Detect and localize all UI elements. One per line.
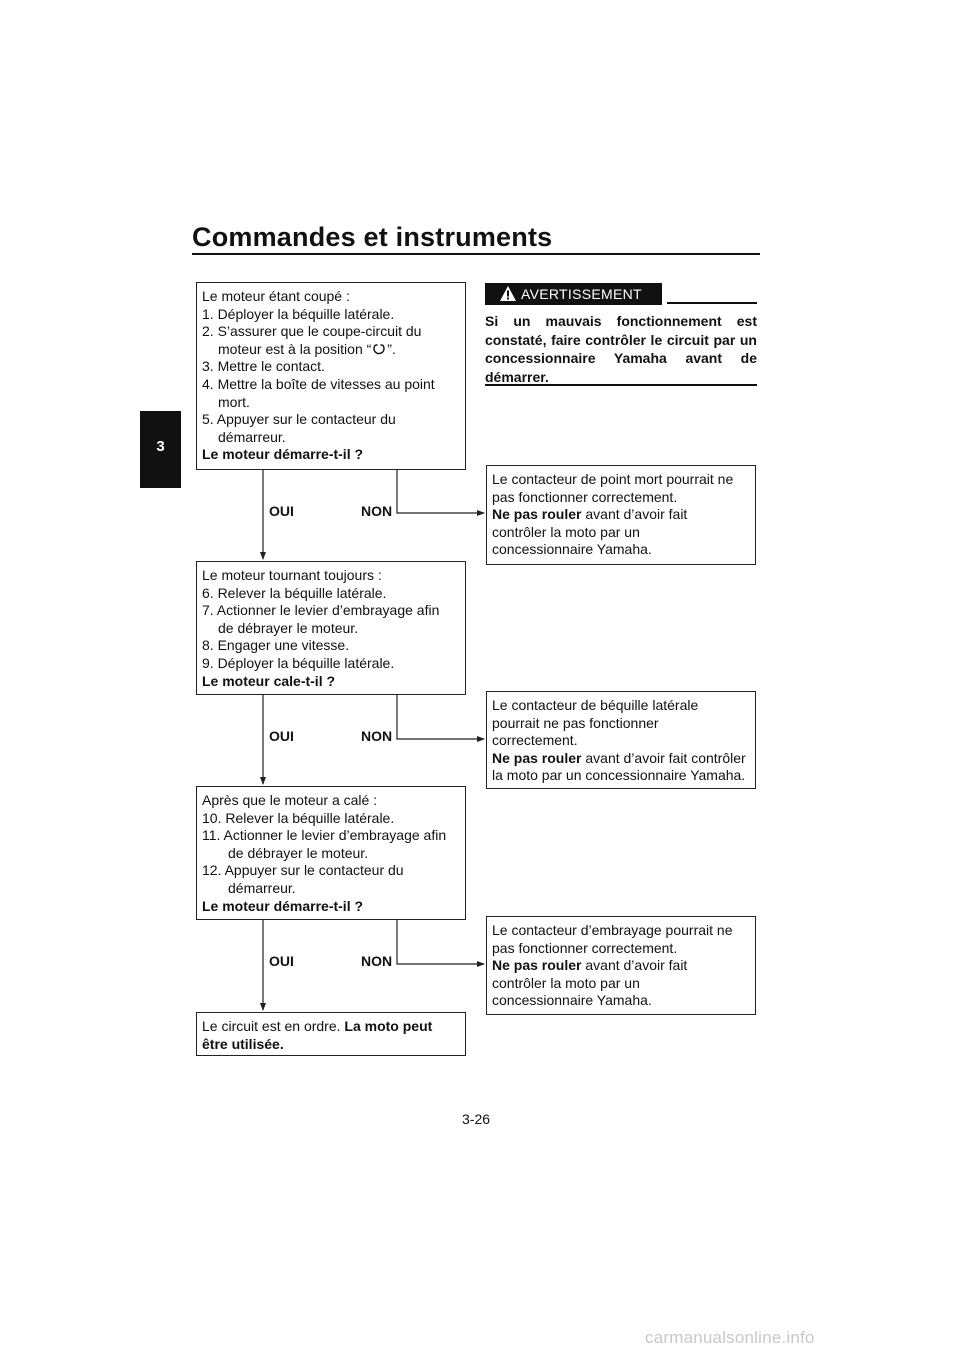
no-connector-1 <box>397 469 484 513</box>
no-label: NON <box>361 953 393 969</box>
step-2-line: 9. Déployer la béquille latérale. <box>202 654 395 671</box>
step-3-line: 10. Relever la béquille latérale. <box>202 809 395 826</box>
fault-3-line: concessionnaire Yamaha. <box>492 992 652 1009</box>
do-not-ride-text: Ne pas rouler <box>492 749 582 766</box>
fault-box-2 <box>486 691 756 789</box>
step-1-line: démarreur. <box>218 428 286 445</box>
do-not-ride-text: Ne pas rouler <box>492 506 582 523</box>
step-1-line <box>202 341 460 359</box>
step-2-line: 6. Relever la béquille latérale. <box>202 584 387 601</box>
final-bold-end: être utilisée. <box>202 1035 284 1052</box>
fault-box-3 <box>486 916 756 1015</box>
warning-text: Si un mauvais fonctionnement est constaté, faire contrôler le circuit par un concessionnaire Yamaha avant de démarrer. <box>485 313 757 385</box>
fault-3-line <box>492 957 750 975</box>
switch-position-close: ”. <box>387 340 396 357</box>
step-3-line: 12. Appuyer sur le contacteur du <box>202 862 404 879</box>
step-3-line: Après que le moteur a calé : <box>202 792 378 808</box>
warning-label: AVERTISSEMENT <box>521 286 642 302</box>
no-connector-2 <box>397 695 484 739</box>
fault-1-line: Le contacteur de point mort pourrait ne <box>492 471 734 487</box>
step-3-line: de débrayer le moteur. <box>228 844 369 861</box>
page-title: Commandes et instruments <box>192 222 553 252</box>
step-2-line: Le moteur tournant toujours : <box>202 567 382 583</box>
warning-triangle-icon <box>499 285 517 302</box>
fault-2-line: la moto par un concessionnaire Yamaha. <box>492 767 746 784</box>
step-1-line: Le moteur étant coupé : <box>202 288 350 304</box>
step-1-line: 4. Mettre la boîte de vitesses au point <box>202 375 435 392</box>
yes-label: OUI <box>269 728 294 744</box>
fault-box-1 <box>486 465 756 565</box>
do-not-ride-text: Ne pas rouler <box>492 957 582 974</box>
step-3-line: démarreur. <box>228 879 296 896</box>
no-label: NON <box>361 728 393 744</box>
final-box <box>196 1012 466 1056</box>
final-text: Le circuit est en ordre. <box>202 1018 345 1034</box>
warning-badge <box>485 283 662 305</box>
engine-run-symbol-icon <box>372 342 386 356</box>
step-box-2 <box>196 561 466 695</box>
page-number: 3-26 <box>462 1111 491 1127</box>
fault-1-rest: avant d’avoir fait <box>581 506 688 523</box>
step-2-line: 7. Actionner le levier d’embrayage afin <box>202 602 440 619</box>
step-1-question: Le moteur démarre-t-il ? <box>202 446 364 463</box>
final-bold: La moto peut <box>344 1018 433 1034</box>
final-line <box>202 1018 460 1036</box>
chapter-tab: 3 <box>140 411 181 488</box>
step-box-1 <box>196 282 466 470</box>
warning-rule-top <box>667 302 757 304</box>
step-1-line: 2. S’assurer que le coupe-circuit du <box>202 323 422 340</box>
fault-3-line: Le contacteur d’embrayage pourrait ne <box>492 922 733 938</box>
fault-2-line: Le contacteur de béquille latérale <box>492 697 699 713</box>
fault-1-line: contrôler la moto par un <box>492 523 640 540</box>
watermark: carmanualsonline.info <box>645 1328 815 1347</box>
fault-1-line: pas fonctionner correctement. <box>492 488 678 505</box>
fault-1-line: concessionnaire Yamaha. <box>492 541 652 558</box>
step-1-line: 5. Appuyer sur le contacteur du <box>202 411 396 428</box>
fault-3-line: pas fonctionner correctement. <box>492 939 678 956</box>
step-1-line: mort. <box>218 393 250 410</box>
no-connector-3 <box>397 920 484 964</box>
yes-label: OUI <box>269 503 294 519</box>
fault-2-rest: avant d’avoir fait contrôler <box>581 749 746 766</box>
step-3-question: Le moteur démarre-t-il ? <box>202 897 364 914</box>
step-1-line: 1. Déployer la béquille latérale. <box>202 305 395 322</box>
fault-1-line <box>492 506 750 524</box>
yes-label: OUI <box>269 953 294 969</box>
fault-3-rest: avant d’avoir fait <box>581 957 688 974</box>
fault-2-line <box>492 750 750 768</box>
warning-rule-bottom <box>485 384 757 386</box>
switch-position-text: moteur est à la position “ <box>218 340 372 357</box>
fault-2-line: pourrait ne pas fonctionner <box>492 714 659 731</box>
step-1-line: 3. Mettre le contact. <box>202 358 325 375</box>
step-3-line: 11. Actionner le levier d’embrayage afin <box>202 827 447 844</box>
fault-2-line: correctement. <box>492 732 578 749</box>
step-box-3 <box>196 786 466 920</box>
fault-3-line: contrôler la moto par un <box>492 974 640 991</box>
step-2-line: de débrayer le moteur. <box>218 619 359 636</box>
step-2-question: Le moteur cale-t-il ? <box>202 672 336 689</box>
step-2-line: 8. Engager une vitesse. <box>202 637 350 654</box>
no-label: NON <box>361 503 393 519</box>
